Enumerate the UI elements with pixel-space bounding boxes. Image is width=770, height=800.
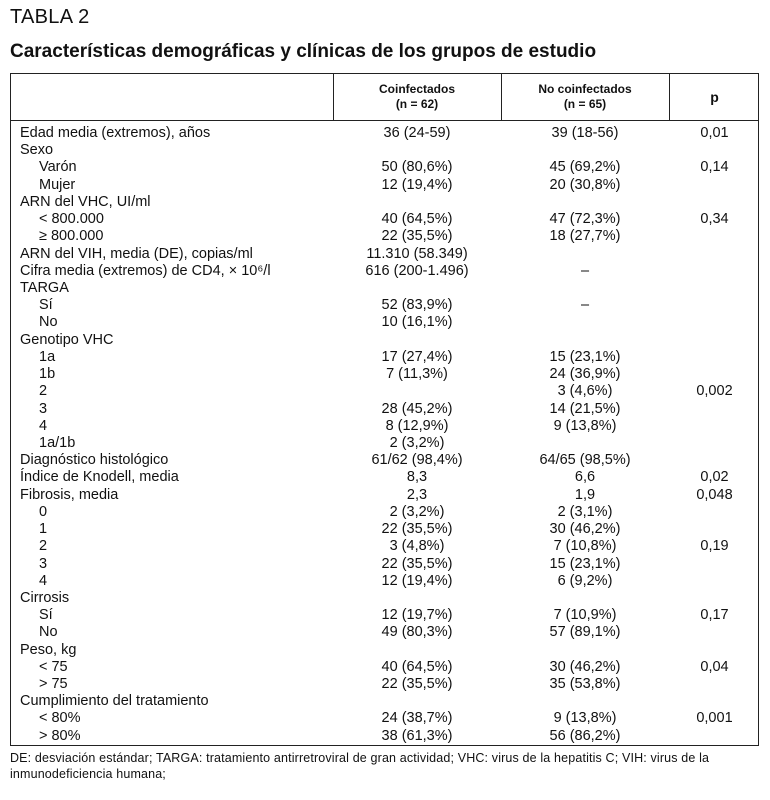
row-label: Sexo (20, 142, 54, 159)
row-label: > 80% (39, 727, 81, 744)
row-label: 0 (39, 503, 48, 520)
row-label: Peso, kg (20, 641, 77, 658)
table-row (11, 504, 758, 521)
header-noncoinfected (501, 82, 669, 112)
row-label: > 75 (39, 676, 68, 693)
p-value: 0,34 (700, 211, 729, 228)
table-header (11, 74, 758, 121)
data-table (10, 73, 759, 746)
row-label: Cumplimiento del tratamiento (20, 693, 209, 710)
noncoinfected-value: 15 (23,1%) (549, 348, 621, 365)
table-row (11, 538, 758, 555)
table-title: Características demográficas y clínicas de los grupos de estudio (10, 41, 597, 62)
row-label: 1a/1b (39, 434, 76, 451)
noncoinfected-value: – (580, 262, 590, 279)
row-label: Diagnóstico histológico (20, 452, 169, 469)
table-row (11, 194, 758, 211)
p-value: 0,17 (700, 607, 729, 624)
row-label: 1 (39, 521, 48, 538)
coinfected-value: 12 (19,4%) (381, 572, 453, 589)
table-row (11, 177, 758, 194)
header-coinfected-label: Coinfectados (378, 82, 455, 96)
coinfected-value: 17 (27,4%) (381, 348, 453, 365)
p-value: 0,04 (700, 658, 729, 675)
row-label: 3 (39, 400, 48, 417)
coinfected-value: 12 (19,7%) (381, 607, 453, 624)
noncoinfected-value: 47 (72,3%) (549, 211, 621, 228)
coinfected-value: 61/62 (98,4%) (371, 452, 463, 469)
noncoinfected-value: 35 (53,8%) (549, 676, 621, 693)
row-label: Cifra media (extremos) de CD4, × 10⁶/l (20, 262, 271, 279)
noncoinfected-value: 39 (18-56) (551, 125, 619, 141)
row-label: 4 (39, 572, 48, 589)
noncoinfected-value: 20 (30,8%) (549, 176, 621, 193)
coinfected-value: 3 (4,8%) (389, 538, 445, 555)
table-row (11, 211, 758, 228)
table-row (11, 142, 758, 159)
coinfected-value: 22 (35,5%) (381, 676, 453, 693)
row-label: Fibrosis, media (20, 486, 119, 503)
coinfected-value: 11.310 (58.349) (366, 245, 468, 262)
row-label: Sí (39, 297, 53, 314)
row-label: Sí (39, 607, 53, 624)
table-row (11, 624, 758, 641)
row-label: No (39, 314, 58, 331)
coinfected-value: 50 (80,6%) (381, 159, 453, 176)
header-coinfected (333, 82, 501, 112)
row-label: TARGA (20, 279, 69, 296)
p-value: 0,048 (696, 486, 733, 503)
table-row (11, 435, 758, 452)
row-label: ARN del VHC, UI/ml (20, 193, 151, 210)
p-value: 0,19 (700, 538, 729, 555)
table-row (11, 728, 758, 745)
table-row (11, 314, 758, 331)
row-label: 3 (39, 555, 48, 572)
noncoinfected-value: 7 (10,9%) (553, 607, 617, 624)
table-row (11, 521, 758, 538)
row-label: Índice de Knodell, media (20, 469, 179, 486)
row-label: ≥ 800.000 (39, 228, 104, 245)
p-value: 0,001 (696, 710, 733, 727)
coinfected-value: 8,3 (406, 469, 428, 486)
row-label: Edad media (extremos), años (20, 125, 211, 141)
noncoinfected-value: 6,6 (574, 469, 596, 486)
table-row (11, 676, 758, 693)
table-row (11, 280, 758, 297)
coinfected-value: 38 (61,3%) (381, 727, 453, 744)
header-coinfected-n: (n = 62) (395, 97, 439, 111)
coinfected-value: 49 (80,3%) (381, 624, 453, 641)
header-noncoinfected-label: No coinfectados (538, 82, 632, 96)
coinfected-value: 40 (64,5%) (381, 211, 453, 228)
coinfected-value: 40 (64,5%) (381, 658, 453, 675)
row-label: 2 (39, 383, 48, 400)
row-label: 4 (39, 417, 48, 434)
table-row (11, 607, 758, 624)
noncoinfected-value: 18 (27,7%) (549, 228, 621, 245)
table-row (11, 452, 758, 469)
row-label: Mujer (39, 176, 76, 193)
p-value: 0,002 (696, 383, 733, 400)
p-value: 0,14 (700, 159, 729, 176)
noncoinfected-value: 24 (36,9%) (549, 366, 621, 383)
noncoinfected-value: 64/65 (98,5%) (539, 452, 631, 469)
coinfected-value: 22 (35,5%) (381, 521, 453, 538)
table-row (11, 418, 758, 435)
noncoinfected-value: 57 (89,1%) (549, 624, 621, 641)
coinfected-value: 52 (83,9%) (381, 297, 453, 314)
row-label: 2 (39, 538, 48, 555)
noncoinfected-value: 6 (9,2%) (557, 572, 613, 589)
table-row (11, 332, 758, 349)
table-row (11, 693, 758, 710)
noncoinfected-value: 56 (86,2%) (549, 727, 621, 744)
noncoinfected-value: 7 (10,8%) (553, 538, 617, 555)
noncoinfected-value: 9 (13,8%) (553, 710, 617, 727)
table-label: TABLA 2 (10, 6, 90, 28)
p-value: 0,02 (700, 469, 729, 486)
noncoinfected-value: 3 (4,6%) (557, 383, 613, 400)
table-row (11, 263, 758, 280)
noncoinfected-value: 45 (69,2%) (549, 159, 621, 176)
noncoinfected-value: – (580, 297, 590, 314)
coinfected-value: 22 (35,5%) (381, 555, 453, 572)
coinfected-value: 2,3 (406, 486, 428, 503)
table-row (11, 487, 758, 504)
coinfected-value: 616 (200-1.496) (365, 262, 469, 279)
coinfected-value: 22 (35,5%) (381, 228, 453, 245)
coinfected-value: 8 (12,9%) (385, 417, 449, 434)
coinfected-value: 10 (16,1%) (381, 314, 453, 331)
coinfected-value: 2 (3,2%) (389, 503, 445, 520)
row-label: 1a (39, 348, 56, 365)
noncoinfected-value: 30 (46,2%) (549, 521, 621, 538)
table-row (11, 297, 758, 314)
table-footnote: DE: desviación estándar; TARGA: tratamiento antirretroviral de gran actividad; VHC: virus de la hepatitis C; VIH: virus de la inmunodeficiencia humana; (10, 751, 710, 781)
table-row (11, 642, 758, 659)
row-label: < 80% (39, 710, 81, 727)
table-row (11, 246, 758, 263)
coinfected-value: 28 (45,2%) (381, 400, 453, 417)
row-label: ARN del VIH, media (DE), copias/ml (20, 245, 253, 262)
row-label: 1b (39, 366, 56, 383)
table-row (11, 469, 758, 486)
p-value: 0,01 (700, 125, 729, 141)
table-row (11, 573, 758, 590)
table-row (11, 659, 758, 676)
row-label: Genotipo VHC (20, 331, 114, 348)
noncoinfected-value: 1,9 (574, 486, 596, 503)
coinfected-value: 12 (19,4%) (381, 176, 453, 193)
table-row (11, 401, 758, 418)
table-row (11, 349, 758, 366)
table-row (11, 228, 758, 245)
table-row (11, 159, 758, 176)
coinfected-value: 36 (24-59) (383, 125, 451, 141)
row-label: Cirrosis (20, 589, 70, 606)
row-label: < 800.000 (39, 211, 104, 228)
header-p: p (710, 89, 719, 105)
row-label: No (39, 624, 58, 641)
noncoinfected-value: 15 (23,1%) (549, 555, 621, 572)
coinfected-value: 7 (11,3%) (386, 366, 448, 383)
row-label: < 75 (39, 658, 68, 675)
coinfected-value: 2 (3,2%) (389, 434, 445, 451)
noncoinfected-value: 9 (13,8%) (553, 417, 617, 434)
table-row (11, 590, 758, 607)
noncoinfected-value: 30 (46,2%) (549, 658, 621, 675)
noncoinfected-value: 14 (21,5%) (549, 400, 621, 417)
coinfected-value: 24 (38,7%) (381, 710, 453, 727)
table-row (11, 125, 758, 142)
table-row (11, 366, 758, 383)
header-noncoinfected-n: (n = 65) (563, 97, 607, 111)
row-label: Varón (39, 159, 77, 176)
table-row (11, 383, 758, 400)
noncoinfected-value: 2 (3,1%) (557, 503, 613, 520)
table-row (11, 556, 758, 573)
table-row (11, 710, 758, 727)
